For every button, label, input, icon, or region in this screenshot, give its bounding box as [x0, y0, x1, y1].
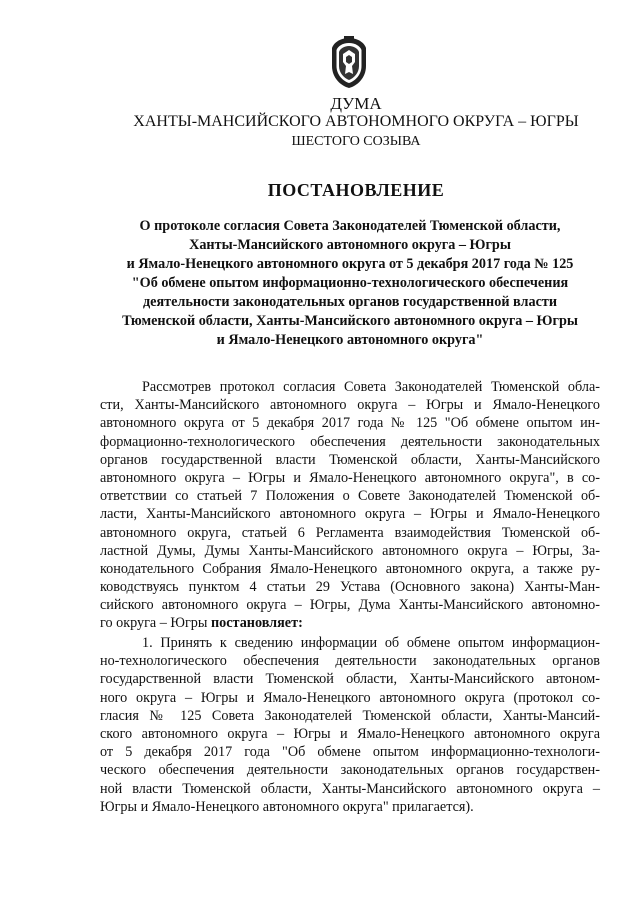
coat-of-arms-icon: [326, 36, 372, 90]
text-line: ластной Думы, Думы Ханты-Мансийского автономного округа – Югры, За-: [100, 542, 600, 559]
region-name: ХАНТЫ-МАНСИЙСКОГО АВТОНОМНОГО ОКРУГА – ЮГРЫ: [133, 113, 579, 130]
title-line: "Об обмене опытом информационно-технологического обеспечения: [131, 275, 569, 291]
text-line: Рассмотрев протокол согласия Совета Законодателей Тюменской обла-: [142, 379, 600, 395]
text-line: ного округа – Югры и Ямало-Ненецкого автономного округа (протокол со-: [100, 689, 600, 706]
text-line: ческого обеспечения деятельности законодательных органов государствен-: [100, 762, 600, 779]
text-line: автономного округа, статьей 6 Регламента взаимодействия Тюменской об-: [100, 524, 600, 541]
resolves-keyword: постановляет:: [210, 615, 303, 632]
clause-1-paragraph: [100, 634, 600, 816]
text-line: от 5 декабря 2017 года "Об обмене опытом информационно-технологи-: [100, 744, 600, 761]
text-line: Югры и Ямало-Ненецкого автономного округа" прилагается).: [100, 798, 474, 815]
text-line-tail: го округа – Югры: [100, 615, 208, 632]
text-line: ского автономного округа – Югры и Ямало-Ненецкого автономного округа: [100, 725, 600, 742]
text-line: автономного округа от 5 декабря 2017 года № 125 "Об обмене опытом ин-: [100, 415, 600, 432]
text-line: сти, Ханты-Мансийского автономного округа – Югры и Ямало-Ненецкого: [100, 397, 600, 414]
title-line: и Ямало-Ненецкого автономного округа": [216, 332, 484, 348]
title-line: Тюменской области, Ханты-Мансийского автономного округа – Югры: [122, 313, 578, 329]
text-line: конодательного Собрания Ямало-Ненецкого автономного округа, а также ру-: [100, 560, 600, 577]
title-line: деятельности законодательных органов государственной власти: [142, 294, 558, 310]
text-line: 1. Принять к сведению информации об обмене опытом информацион-: [142, 635, 600, 651]
text-line: ной власти Тюменской области, Ханты-Мансийского автономного округа –: [100, 780, 600, 797]
text-line: формационно-технологического обеспечения деятельности законодательных: [100, 433, 600, 450]
document-type: ПОСТАНОВЛЕНИЕ: [267, 180, 445, 200]
resolution-title: [60, 217, 640, 350]
text-line: сийского автономного округа – Югры, Дума Ханты-Мансийского автономно-: [100, 597, 600, 614]
title-line: О протоколе согласия Совета Законодателей Тюменской области,: [139, 218, 561, 234]
text-line: ласти, Ханты-Мансийского автономного округа – Югры и Ямало-Ненецкого: [100, 506, 600, 523]
title-line: и Ямало-Ненецкого автономного округа от 5 декабря 2017 года № 125: [126, 256, 574, 272]
text-line: автономного округа – Югры и Ямало-Ненецкого автономного округа", в со-: [100, 469, 600, 486]
text-line-last: [100, 614, 600, 632]
text-line: государственной власти Тюменской области, Ханты-Мансийского автоном-: [100, 671, 600, 688]
title-line: Ханты-Мансийского автономного округа – Югры: [189, 237, 511, 253]
convocation: ШЕСТОГО СОЗЫВА: [291, 134, 421, 149]
text-line: органов государственной власти Тюменской области, Ханты-Мансийского: [100, 451, 600, 468]
text-line: ководствуясь пунктом 4 статьи 29 Устава (Основного закона) Ханты-Ман-: [100, 579, 600, 596]
institution-name: ДУМА: [330, 94, 382, 113]
text-line: ответствии со статьей 7 Положения о Совете Законодателей Тюменской об-: [100, 488, 600, 505]
text-line: гласия № 125 Совета Законодателей Тюменской области, Ханты-Мансий-: [100, 707, 600, 724]
text-line: но-технологического обеспечения деятельности законодательных органов: [100, 653, 600, 670]
preamble-paragraph: [100, 378, 600, 633]
